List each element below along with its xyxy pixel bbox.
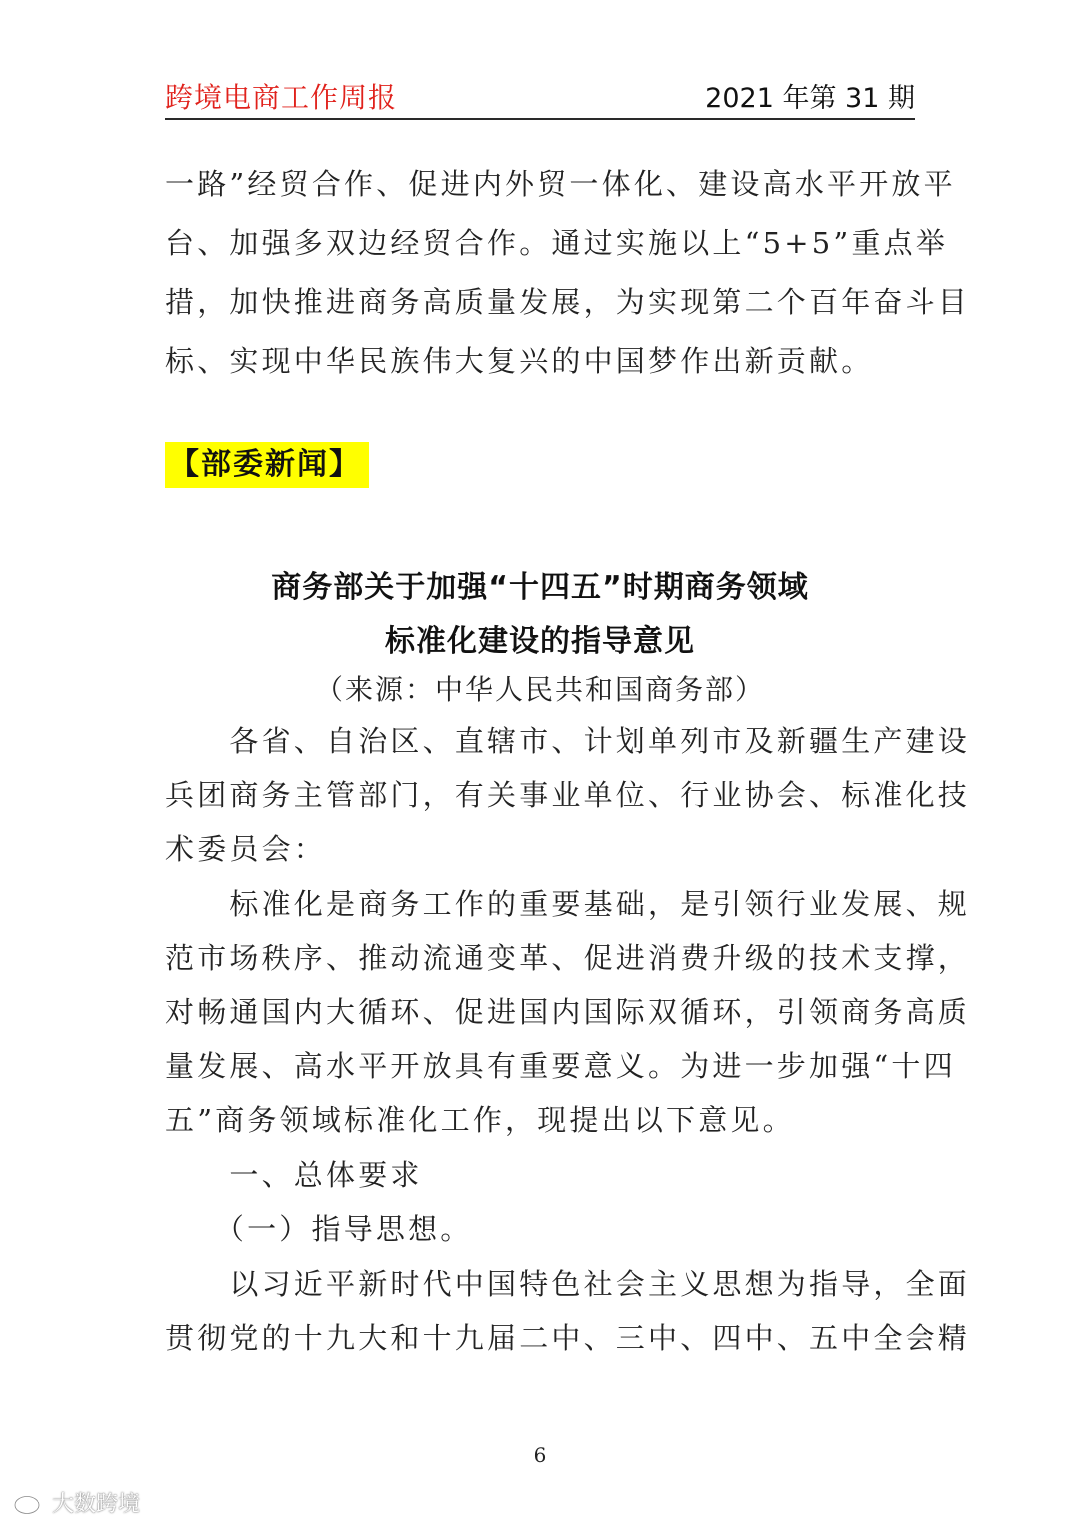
body-line: 各省、自治区、直辖市、计划单列市及新疆生产建设 [165, 724, 971, 758]
body-line: 兵团商务主管部门，有关事业单位、行业协会、标准化技 [165, 778, 971, 812]
watermark-text: 大数跨境 [52, 1491, 141, 1517]
body-line: 以习近平新时代中国特色社会主义思想为指导，全面 [165, 1267, 971, 1301]
body-line: 五”商务领域标准化工作，现提出以下意见。 [165, 1103, 795, 1137]
weibo-logo-icon [12, 1488, 46, 1516]
page-header [165, 70, 915, 120]
body-line: 对畅通国内大循环、促进国内国际双循环，引领商务高质 [165, 995, 971, 1029]
issue-number: 2021 年第 31 期 [705, 83, 915, 114]
intro-line: 措，加快推进商务高质量发展，为实现第二个百年奋斗目 [165, 285, 971, 319]
section-tag: 【部委新闻】 [165, 442, 369, 488]
header-divider [165, 118, 915, 120]
watermark [12, 1486, 140, 1518]
body-line: 范市场秩序、推动流通变革、促进消费升级的技术支撑， [165, 941, 971, 975]
article-source: （来源：中华人民共和国商务部） [314, 673, 765, 706]
article-title-line: 商务部关于加强“十四五”时期商务领域 [271, 570, 809, 605]
body-line: （一）指导思想。 [165, 1212, 473, 1246]
body-line: 标准化是商务工作的重要基础，是引领行业发展、规 [165, 887, 971, 921]
body-line: 术委员会： [165, 832, 327, 866]
body-line: 量发展、高水平开放具有重要意义。为进一步加强“十四 [165, 1049, 956, 1083]
intro-line: 标、实现中华民族伟大复兴的中国梦作出新贡献。 [165, 344, 874, 378]
body-line: 一、总体要求 [165, 1158, 423, 1192]
page-number: 6 [533, 1443, 547, 1467]
intro-line: 一路”经贸合作、促进内外贸一体化、建设高水平开放平 [165, 167, 956, 201]
body-line: 贯彻党的十九大和十九届二中、三中、四中、五中全会精 [165, 1321, 971, 1355]
intro-line: 台、加强多双边经贸合作。通过实施以上“5+5”重点举 [165, 226, 949, 260]
article-title-line: 标准化建设的指导意见 [385, 624, 695, 659]
publication-name: 跨境电商工作周报 [165, 81, 398, 114]
